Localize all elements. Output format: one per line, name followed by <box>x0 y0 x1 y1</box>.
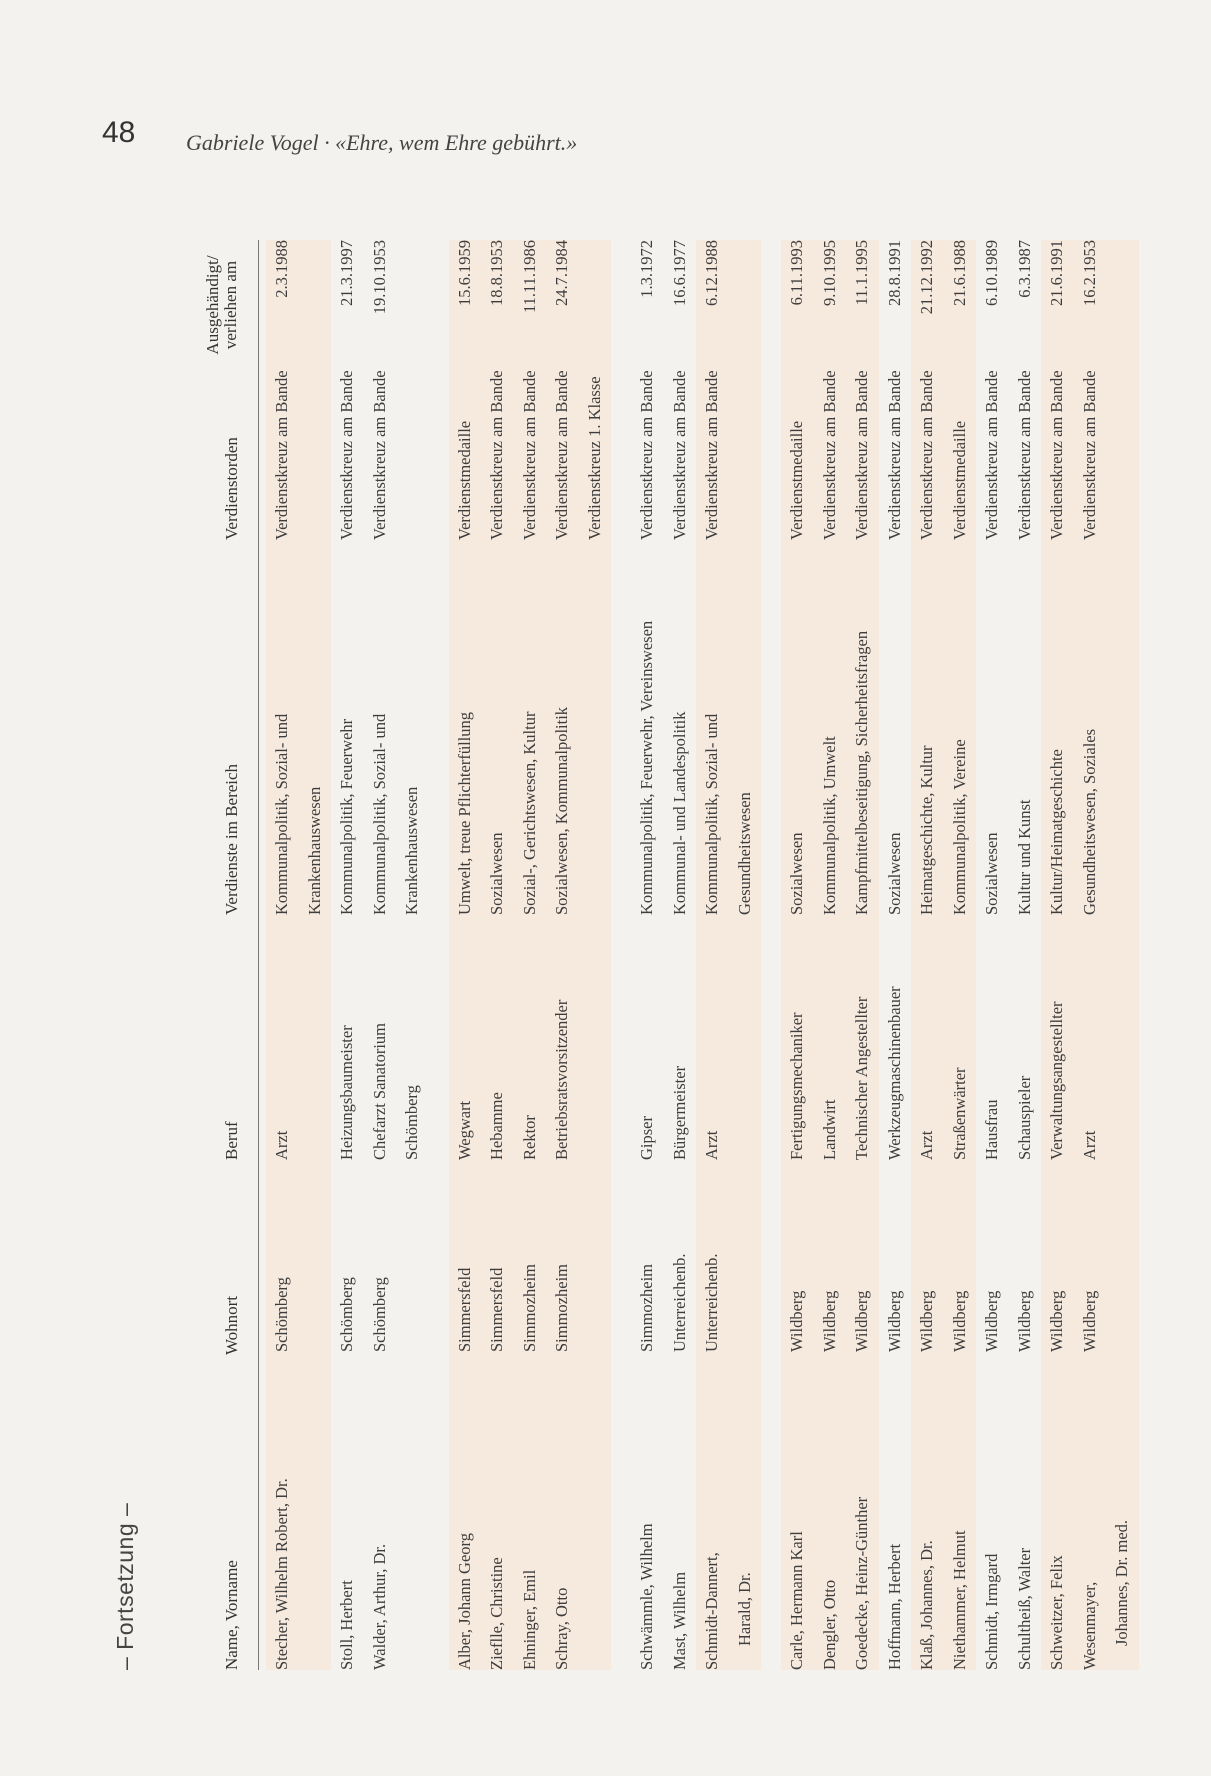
cell-verdienste-line: Gesundheitswesen, Soziales <box>1079 728 1099 915</box>
cell-datum: 21.12.1992 <box>917 240 936 315</box>
cell-beruf <box>976 1100 1009 1160</box>
cell-datum: 2.3.1988 <box>272 240 291 298</box>
cell-beruf-line: Landwirt <box>819 1099 839 1160</box>
cell-beruf-line: Straßenwärter <box>949 1067 969 1160</box>
cell-orden-line: Verdienstkreuz am Bande <box>1079 370 1099 540</box>
cell-verdienste <box>364 714 429 915</box>
cell-orden-line: Verdienstkreuz am Bande <box>519 370 539 540</box>
cell-verdienste-line: Kommunalpolitik, Sozial- und <box>272 713 291 915</box>
cell-wohnort <box>514 1264 547 1352</box>
cell-orden <box>1009 370 1042 540</box>
cell-beruf <box>481 1092 514 1160</box>
cell-name-line: Stecher, Wilhelm Robert, Dr. <box>272 1478 291 1670</box>
cell-verdienste <box>1074 729 1107 915</box>
cell-orden <box>449 421 482 540</box>
cell-datum: 16.2.1953 <box>1079 240 1099 306</box>
cell-wohnort-line: Wildberg <box>917 1290 936 1352</box>
header-wohnort: Wohnort <box>222 1295 241 1355</box>
cell-beruf <box>944 1067 977 1160</box>
cell-datum: 16.6.1977 <box>669 240 689 306</box>
cell-orden-line: Verdienstkreuz am Bande <box>669 370 689 540</box>
page-number: 48 <box>102 116 136 149</box>
cell-beruf-line: Bürgermeister <box>669 1065 689 1160</box>
cell-orden <box>911 370 944 540</box>
cell-orden <box>514 370 547 540</box>
table-row <box>944 240 977 1670</box>
cell-beruf <box>879 986 912 1160</box>
cell-beruf-line: Technischer Angestellter <box>852 996 871 1160</box>
cell-datum: 24.7.1984 <box>552 240 571 306</box>
cell-beruf-line: Chefarzt Sanatorium <box>369 1023 389 1160</box>
cell-wohnort <box>546 1264 579 1352</box>
table-row <box>846 240 879 1670</box>
cell-wohnort-line: Wildberg <box>884 1290 904 1352</box>
cell-name-line: Stoll, Herbert <box>337 1580 356 1670</box>
cell-beruf <box>546 1000 579 1160</box>
table-row <box>266 240 331 1670</box>
cell-orden-line: Verdienstmedaille <box>787 420 806 540</box>
table-row <box>696 240 761 1670</box>
cell-name <box>879 1544 912 1670</box>
cell-wohnort-line: Simmozheim <box>519 1264 539 1352</box>
cell-beruf <box>331 1025 364 1160</box>
cell-beruf-line: Verwaltungsangestellter <box>1047 1001 1066 1160</box>
cell-orden-line: Verdienstkreuz am Bande <box>917 370 936 540</box>
cell-wohnort-line: Schömberg <box>337 1277 356 1352</box>
cell-beruf <box>364 1023 429 1160</box>
cell-beruf <box>266 1131 299 1160</box>
cell-beruf-line: Wegwart <box>454 1100 474 1160</box>
cell-orden-line: Verdienstkreuz am Bande <box>272 370 291 540</box>
cell-datum: 6.12.1988 <box>702 240 721 306</box>
cell-orden-line: Verdienstkreuz am Bande <box>884 370 904 540</box>
table-row <box>814 240 847 1670</box>
table-row <box>514 240 547 1670</box>
cell-orden-line: Verdienstkreuz am Bande <box>552 370 571 540</box>
cell-verdienste <box>1041 749 1074 915</box>
header-name: Name, Vorname <box>222 1560 241 1670</box>
cell-beruf <box>1041 1001 1074 1160</box>
cell-verdienste-line: Krankenhauswesen <box>304 786 324 915</box>
cell-verdienste <box>696 714 761 915</box>
cell-name-line: Harald, Dr. <box>734 1572 754 1646</box>
cell-name-line: Niethammer, Helmut <box>949 1530 969 1670</box>
cell-verdienste-line: Gesundheitswesen <box>734 792 754 915</box>
cell-name <box>781 1531 814 1670</box>
cell-orden-line: Verdienstkreuz am Bande <box>852 370 871 540</box>
cell-verdienste-line: Kommunalpolitik, Umwelt <box>819 736 839 915</box>
cell-orden <box>781 421 814 540</box>
table-row <box>781 240 814 1670</box>
cell-name <box>331 1580 364 1670</box>
cell-verdienste <box>631 621 664 915</box>
cell-name <box>814 1580 847 1670</box>
cell-orden-line: Verdienstkreuz am Bande <box>982 370 1001 540</box>
cell-datum: 19.10.1953 <box>369 240 389 315</box>
cell-datum: 21.6.1988 <box>949 240 969 306</box>
cell-beruf-line: Arzt <box>917 1130 936 1160</box>
cell-verdienste-line: Kultur/Heimatgeschichte <box>1047 749 1066 915</box>
cell-orden-line: Verdienstmedaille <box>949 420 969 540</box>
cell-verdienste <box>546 707 579 915</box>
cell-beruf-line: Betriebsratsvorsitzender <box>552 999 571 1160</box>
cell-orden-line: Verdienstkreuz am Bande <box>702 370 721 540</box>
cell-orden <box>364 370 397 540</box>
cell-datum: 21.3.1997 <box>337 240 356 306</box>
cell-verdienste-line: Kommunalpolitik, Sozial- und <box>702 713 721 915</box>
cell-orden <box>879 370 912 540</box>
cell-verdienste-line: Kommunalpolitik, Sozial- und <box>369 713 389 915</box>
cell-name-line: Klaß, Johannes, Dr. <box>917 1540 936 1670</box>
cell-name-line: Carle, Hermann Karl <box>787 1531 806 1670</box>
cell-wohnort-line: Schömberg <box>369 1277 389 1352</box>
cell-beruf-line: Arzt <box>702 1130 721 1160</box>
cell-name <box>546 1588 579 1670</box>
header-orden: Verdienstorden <box>222 437 241 540</box>
cell-wohnort-line: Simmersfeld <box>487 1267 506 1352</box>
table-row <box>976 240 1009 1670</box>
cell-beruf-line: Hebamme <box>487 1092 506 1160</box>
cell-wohnort <box>976 1291 1009 1352</box>
cell-wohnort-line: Unterreichenb. <box>702 1253 721 1352</box>
cell-orden <box>696 370 729 540</box>
cell-datum: 6.3.1987 <box>1014 240 1034 298</box>
cell-verdienste <box>781 833 814 915</box>
cell-beruf-line: Rektor <box>519 1115 539 1160</box>
cell-wohnort <box>266 1277 299 1352</box>
cell-wohnort <box>944 1291 977 1352</box>
cell-beruf <box>911 1131 944 1160</box>
cell-verdienste <box>266 714 331 915</box>
cell-verdienste-line: Sozial-, Gerichtswesen, Kultur <box>519 711 539 915</box>
rotated-table-frame <box>108 240 1131 1670</box>
cell-wohnort <box>631 1264 664 1352</box>
cell-name-line: Walder, Arthur, Dr. <box>369 1543 389 1670</box>
cell-orden <box>331 370 364 540</box>
cell-beruf-line: Schauspieler <box>1014 1075 1034 1160</box>
cell-name-line: Mast, Wilhelm <box>669 1571 689 1670</box>
cell-wohnort-line: Wildberg <box>1079 1290 1099 1352</box>
cell-verdienste-line: Sozialwesen, Kommunalpolitik <box>552 706 571 915</box>
cell-wohnort <box>879 1291 912 1352</box>
cell-wohnort <box>481 1268 514 1352</box>
cell-wohnort <box>1009 1291 1042 1352</box>
cell-verdienste <box>1009 800 1042 916</box>
page-header <box>102 116 1102 166</box>
header-datum-line2: verliehen am <box>221 260 240 350</box>
cell-beruf <box>781 1012 814 1160</box>
cell-name-line: Schmidt, Irmgard <box>982 1553 1001 1670</box>
cell-beruf <box>514 1115 547 1160</box>
cell-orden-line: Verdienstkreuz am Bande <box>637 370 656 540</box>
cell-orden-line: Verdienstkreuz am Bande <box>1014 370 1034 540</box>
cell-beruf-line: Hausfrau <box>982 1099 1001 1160</box>
cell-orden <box>546 370 611 540</box>
cell-beruf <box>1009 1076 1042 1160</box>
cell-name <box>664 1572 697 1670</box>
cell-name-line: Schultheiß, Walter <box>1014 1547 1034 1670</box>
cell-datum: 6.11.1993 <box>787 240 806 306</box>
cell-verdienste-line: Sozialwesen <box>787 832 806 915</box>
cell-orden-line: Verdienstkreuz am Bande <box>1047 370 1066 540</box>
cell-orden <box>814 370 847 540</box>
cell-name <box>1009 1548 1042 1670</box>
cell-orden <box>846 370 879 540</box>
cell-beruf <box>664 1066 697 1160</box>
header-datum-line1: Ausgehändigt/ <box>203 255 222 355</box>
cell-name-line: Zieflle, Christine <box>487 1557 506 1670</box>
cell-datum: 15.6.1959 <box>454 240 474 306</box>
table-row <box>1009 240 1042 1670</box>
cell-beruf-line: Arzt <box>1079 1130 1099 1160</box>
cell-wohnort <box>664 1254 697 1353</box>
cell-wohnort <box>911 1291 944 1352</box>
cell-verdienste <box>514 712 547 915</box>
cell-verdienste <box>481 833 514 915</box>
cell-orden-line: Verdienstkreuz am Bande <box>337 370 356 540</box>
cell-name-line: Schwämmle, Wilhelm <box>637 1523 656 1670</box>
cell-verdienste-line: Sozialwesen <box>487 832 506 915</box>
cell-name-line: Alber, Johann Georg <box>454 1533 474 1670</box>
group-spacer <box>761 240 781 1670</box>
cell-name-line: Schray, Otto <box>552 1587 571 1670</box>
cell-orden-line: Verdienstmedaille <box>454 420 474 540</box>
cell-orden <box>481 370 514 540</box>
table-row <box>364 240 429 1670</box>
cell-name <box>449 1533 482 1670</box>
cell-datum: 9.10.1995 <box>819 240 839 306</box>
cell-name-line: Johannes, Dr. med. <box>1112 1519 1131 1646</box>
cell-beruf-line: Heizungsbaumeister <box>337 1025 356 1160</box>
cell-verdienste <box>846 631 879 915</box>
cell-orden <box>266 370 299 540</box>
cell-name <box>364 1544 397 1670</box>
cell-name <box>944 1530 977 1670</box>
header-beruf: Beruf <box>222 1121 241 1160</box>
cell-wohnort-line: Schömberg <box>272 1277 291 1352</box>
cell-beruf-line: Schömberg <box>402 1085 421 1160</box>
cell-wohnort-line: Simmersfeld <box>454 1267 474 1352</box>
cell-beruf <box>1074 1131 1107 1160</box>
cell-beruf <box>696 1131 729 1160</box>
cell-verdienste <box>911 745 944 915</box>
cell-verdienste-line: Sozialwesen <box>982 832 1001 915</box>
cell-datum: 28.8.1991 <box>884 240 904 306</box>
cell-name-line: Ehninger, Emil <box>519 1569 539 1670</box>
cell-orden <box>1041 370 1074 540</box>
cell-verdienste-line: Sozialwesen <box>884 832 904 915</box>
cell-verdienste-line: Kommunalpolitik, Feuerwehr, Vereinswesen <box>637 620 656 915</box>
table-row <box>879 240 912 1670</box>
group-spacer <box>429 240 449 1670</box>
cell-orden <box>1074 370 1107 540</box>
cell-wohnort <box>696 1254 729 1353</box>
table-row <box>1074 240 1139 1670</box>
cell-wohnort-line: Simmozheim <box>552 1264 571 1352</box>
cell-verdienste-line: Kommunalpolitik, Feuerwehr <box>337 718 356 915</box>
cell-orden-line: Verdienstkreuz am Bande <box>369 370 389 540</box>
running-title: Gabriele Vogel · «Ehre, wem Ehre gebührt.» <box>186 130 578 155</box>
cell-verdienste <box>879 833 912 915</box>
cell-verdienste-line: Kommunal- und Landespolitik <box>669 711 689 915</box>
cell-name <box>696 1552 761 1670</box>
cell-name-line: Schweitzer, Felix <box>1047 1555 1066 1670</box>
cell-wohnort <box>364 1277 397 1352</box>
table-row <box>1041 240 1074 1670</box>
cell-wohnort-line: Wildberg <box>949 1290 969 1352</box>
cell-name <box>1074 1520 1139 1670</box>
cell-wohnort <box>781 1291 814 1352</box>
cell-wohnort <box>449 1268 482 1352</box>
cell-wohnort-line: Unterreichenb. <box>669 1253 689 1352</box>
cell-name-line: Goedecke, Heinz-Günther <box>852 1496 871 1670</box>
cell-verdienste <box>976 833 1009 915</box>
table-row <box>546 240 611 1670</box>
cell-name <box>1041 1555 1074 1670</box>
cell-name-line: Wesenmayer, <box>1079 1581 1099 1670</box>
cell-beruf-line: Gipser <box>637 1116 656 1160</box>
table-body <box>266 240 1139 1670</box>
cell-wohnort-line: Simmozheim <box>637 1264 656 1352</box>
table-row <box>911 240 944 1670</box>
cell-orden <box>631 370 664 540</box>
table-row <box>449 240 482 1670</box>
cell-wohnort-line: Wildberg <box>852 1290 871 1352</box>
table-row <box>481 240 514 1670</box>
cell-name <box>631 1523 664 1670</box>
cell-orden <box>944 421 977 540</box>
cell-wohnort-line: Wildberg <box>787 1290 806 1352</box>
cell-verdienste-line: Kampfmittelbeseitigung, Sicherheitsfragen <box>852 630 871 915</box>
cell-wohnort-line: Wildberg <box>982 1290 1001 1352</box>
cell-verdienste <box>664 712 697 915</box>
group-spacer <box>611 240 631 1670</box>
cell-verdienste <box>944 739 977 915</box>
cell-orden-line: Verdienstkreuz am Bande <box>487 370 506 540</box>
cell-orden <box>976 370 1009 540</box>
cell-verdienste-line: Kultur und Kunst <box>1014 799 1034 915</box>
cell-beruf <box>814 1100 847 1160</box>
continued-label: – Fortsetzung – <box>112 1502 138 1670</box>
cell-beruf-line: Fertigungsmechaniker <box>787 1012 806 1160</box>
cell-verdienste-line: Kommunalpolitik, Vereine <box>949 739 969 915</box>
table-row <box>631 240 664 1670</box>
cell-verdienste-line: Umwelt, treue Pflichterfüllung <box>454 712 474 915</box>
table-row <box>664 240 697 1670</box>
cell-orden-line: Verdienstkreuz am Bande <box>819 370 839 540</box>
cell-beruf-line: Werkzeugmaschinenbauer <box>884 986 904 1160</box>
cell-wohnort <box>1041 1291 1074 1352</box>
cell-beruf <box>631 1116 664 1160</box>
cell-beruf-line: Arzt <box>272 1130 291 1160</box>
cell-name-line: Dengler, Otto <box>819 1579 839 1670</box>
cell-datum: 11.1.1995 <box>852 240 871 306</box>
cell-beruf <box>846 997 879 1160</box>
header-datum <box>204 240 240 370</box>
cell-orden-line: Verdienstkreuz 1. Klasse <box>584 376 604 540</box>
cell-name <box>514 1570 547 1670</box>
cell-wohnort <box>814 1291 847 1352</box>
cell-beruf <box>449 1101 482 1160</box>
table-row <box>331 240 364 1670</box>
cell-datum: 11.11.1986 <box>519 240 539 314</box>
cell-name <box>976 1554 1009 1670</box>
cell-wohnort-line: Wildberg <box>1047 1290 1066 1352</box>
cell-orden <box>664 370 697 540</box>
cell-verdienste <box>449 712 482 915</box>
table-header <box>158 240 259 1670</box>
cell-datum: 21.6.1991 <box>1047 240 1066 306</box>
cell-wohnort <box>846 1291 879 1352</box>
cell-wohnort <box>1074 1291 1107 1352</box>
cell-verdienste-line: Heimatgeschichte, Kultur <box>917 745 936 915</box>
cell-datum: 6.10.1989 <box>982 240 1001 306</box>
cell-name-line: Hoffmann, Herbert <box>884 1543 904 1670</box>
cell-name-line: Schmidt-Dannert, <box>702 1552 721 1670</box>
cell-datum: 1.3.1972 <box>637 240 656 298</box>
cell-wohnort-line: Wildberg <box>819 1290 839 1352</box>
cell-wohnort-line: Wildberg <box>1014 1290 1034 1352</box>
cell-verdienste <box>331 719 364 915</box>
cell-verdienste <box>814 736 847 915</box>
cell-datum: 18.8.1953 <box>487 240 506 306</box>
cell-verdienste-line: Krankenhauswesen <box>402 786 421 915</box>
cell-name <box>481 1557 514 1670</box>
cell-name <box>266 1478 299 1670</box>
cell-wohnort <box>331 1277 364 1352</box>
cell-name <box>846 1497 879 1670</box>
header-verdienste: Verdienste im Bereich <box>222 763 241 915</box>
cell-name <box>911 1540 944 1670</box>
